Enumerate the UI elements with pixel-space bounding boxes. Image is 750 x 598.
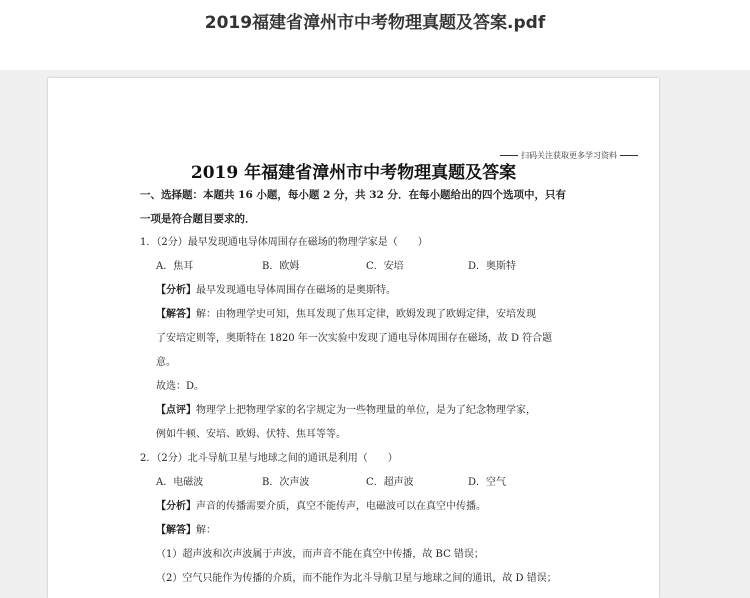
q1-analysis	[156, 284, 396, 298]
q1-answer-label: 【解答】	[156, 309, 196, 320]
section-heading-line2: 一项是符合题目要求的．	[140, 213, 256, 225]
q2-answer-label: 【解答】	[156, 525, 196, 536]
file-title: 2019福建省漳州市中考物理真题及答案.pdf	[204, 13, 546, 33]
q2-option-b: B．次声波	[262, 477, 310, 488]
q2-analysis-text: 声音的传播需要介质，真空不能传声，电磁波可以在真空中传播。	[196, 501, 486, 512]
q2-analysis-label: 【分析】	[156, 501, 196, 512]
q1-analysis-label: 【分析】	[156, 285, 196, 296]
q1-answer-choice: 故选：D。	[156, 381, 205, 392]
q1-option-a: A．焦耳	[156, 261, 194, 272]
viewer-header	[0, 0, 750, 70]
q2-option-c: C．超声波	[366, 477, 414, 488]
q1-answer-line3: 意。	[156, 357, 176, 368]
q1-answer-line2: 了安培定则等，奥斯特在 1820 年一次实验中发现了通电导体周围存在磁场，故 D 符合题	[156, 333, 553, 344]
q1-answer	[156, 308, 536, 322]
section-heading-line1: 一、选择题：本题共 16 小题，每小题 2 分，共 32 分．在每小题给出的四个选项中，只有	[140, 189, 566, 201]
q1-comment-line1: 物理学上把物理学家的名字规定为一些物理量的单位，是为了纪念物理学家，	[196, 405, 536, 416]
q2-option-d: D．空气	[468, 477, 507, 488]
q1-comment-line2: 例如牛顿、安培、欧姆、伏特、焦耳等等。	[156, 429, 346, 440]
q2-answer-line1: （1）超声波和次声波属于声波，而声音不能在真空中传播，故 BC 错误；	[156, 549, 484, 560]
q2-option-a: A．电磁波	[156, 477, 204, 488]
q1-option-c: C．安培	[366, 261, 404, 272]
q2-answer-intro: 解：	[196, 525, 216, 536]
q1-analysis-text: 最早发现通电导体周围存在磁场的是奥斯特。	[196, 285, 396, 296]
document-title: 2019 年福建省漳州市中考物理真题及答案	[190, 163, 517, 183]
q1-stem: 1．（2分）最早发现通电导体周围存在磁场的物理学家是（ ）	[140, 237, 428, 248]
watermark-text: 扫码关注获取更多学习资料	[521, 151, 617, 160]
q2-stem: 2．（2分）北斗导航卫星与地球之间的通讯是利用（ ）	[140, 453, 398, 464]
q2-answer-line2: （2）空气只能作为传播的介质，而不能作为北斗导航卫星与地球之间的通讯，故 D 错误；	[156, 573, 557, 584]
q1-option-b: B．欧姆	[262, 261, 300, 272]
q2-analysis	[156, 500, 486, 514]
q1-comment-label: 【点评】	[156, 405, 196, 416]
pdf-page	[48, 78, 659, 598]
q1-option-d: D．奥斯特	[468, 261, 517, 272]
q2-answer	[156, 524, 216, 538]
q1-comment	[156, 404, 536, 418]
q1-answer-line1: 解：由物理学史可知，焦耳发现了焦耳定律，欧姆发现了欧姆定律，安培发现	[196, 309, 536, 320]
